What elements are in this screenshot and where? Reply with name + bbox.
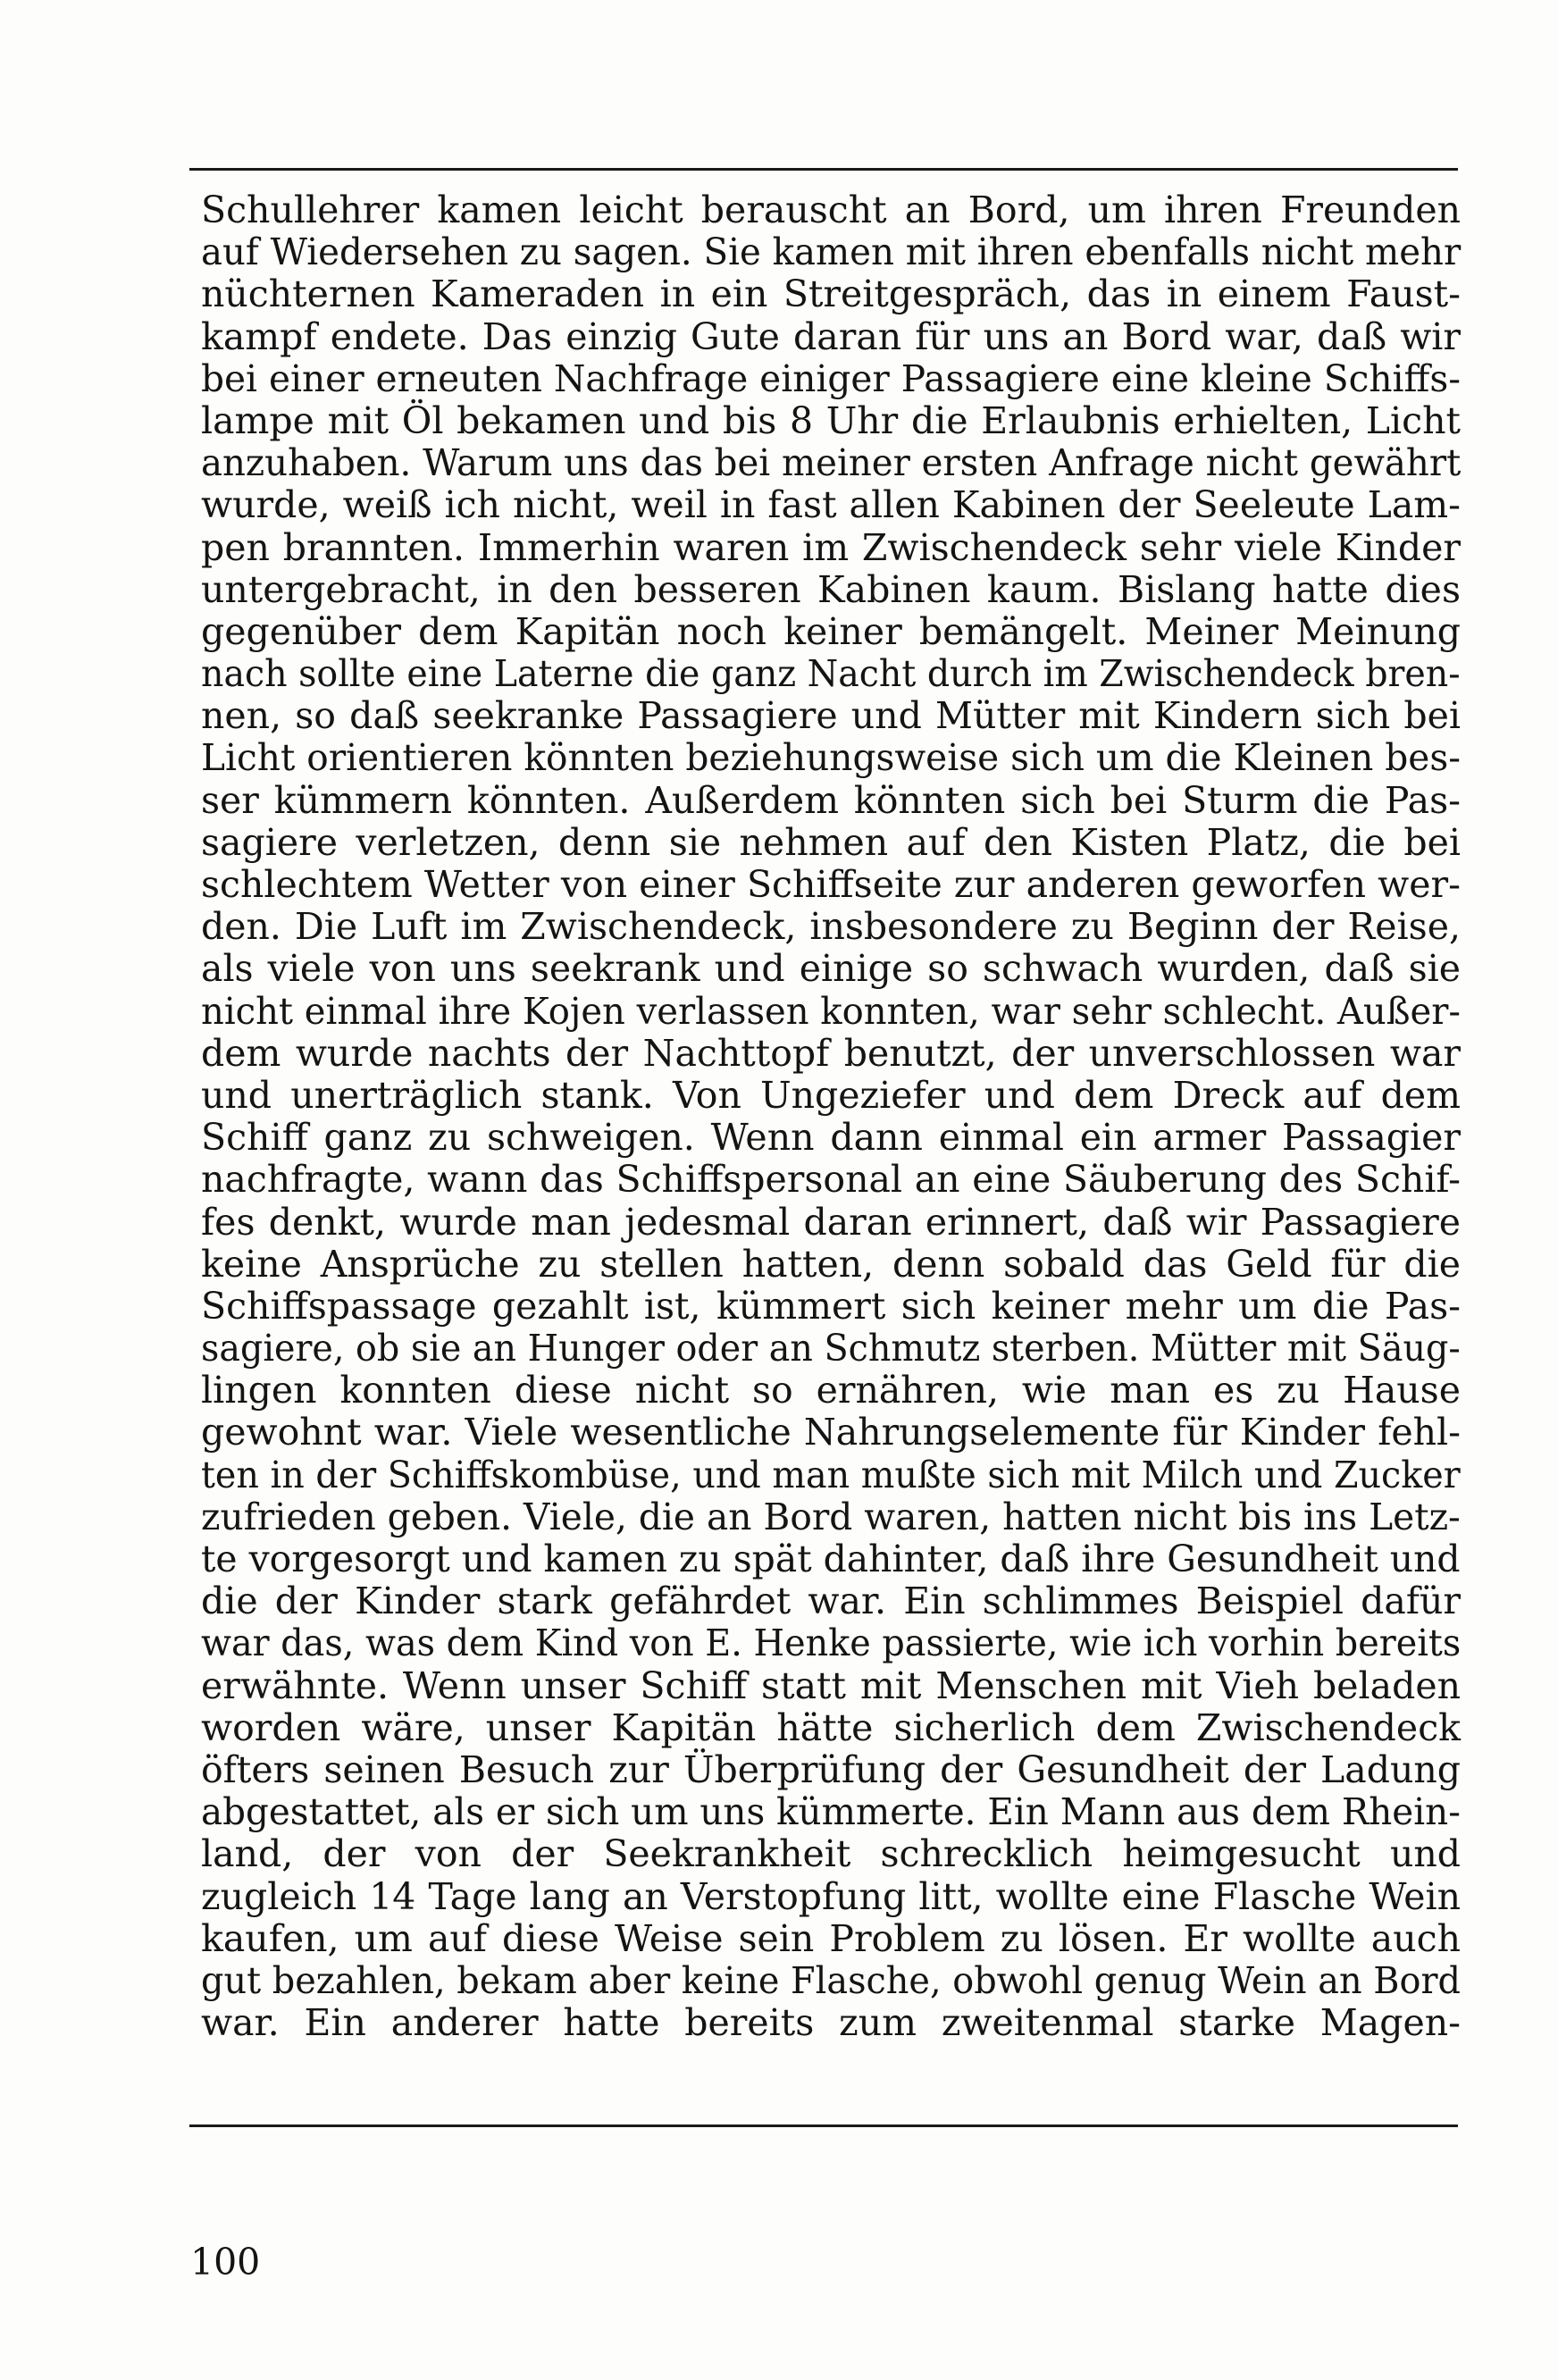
body-text [201, 189, 1461, 2044]
text-line: die der Kinder stark gefährdet war. Ein schlimmes Beispiel dafür [201, 1580, 1461, 1623]
text-line: worden wäre, unser Kapitän hätte sicherlich dem Zwischendeck [201, 1705, 1461, 1749]
text-line: bei einer erneuten Nachfrage einiger Passagiere eine kleine Schiffs- [201, 356, 1461, 400]
text-line: nachfragte, wann das Schiffspersonal an eine Säuberung des Schif- [201, 1158, 1461, 1202]
text-line: wurde, weiß ich nicht, weil in fast allen Kabinen der Seeleute Lam- [201, 483, 1461, 527]
text-line: nüchternen Kameraden in ein Streitgespräch, das in einem Faust- [201, 272, 1461, 316]
text-line: land, der von der Seekrankheit schrecklich heimgesucht und [201, 1832, 1461, 1876]
text-line: sagiere verletzen, denn sie nehmen auf den Kisten Platz, die bei [201, 820, 1461, 864]
text-line: gegenüber dem Kapitän noch keiner bemängelt. Meiner Meinung [201, 609, 1461, 653]
text-line: Schullehrer kamen leicht berauscht an Bord, um ihren Freunden [201, 189, 1461, 231]
text-line: untergebracht, in den besseren Kabinen kaum. Bislang hatte dies [201, 567, 1461, 611]
top-rule [189, 168, 1458, 171]
page-number: 100 [190, 2241, 261, 2284]
text-line: keine Ansprüche zu stellen hatten, denn sobald das Geld für die [201, 1242, 1461, 1286]
text-line: gut bezahlen, bekam aber keine Flasche, obwohl genug Wein an Bord [201, 1958, 1461, 2002]
text-line: erwähnte. Wenn unser Schiff statt mit Menschen mit Vieh beladen [201, 1663, 1461, 1707]
text-line: kaufen, um auf diese Weise sein Problem zu lösen. Er wollte auch [201, 1916, 1461, 1960]
text-line: nach sollte eine Laterne die ganz Nacht durch im Zwischendeck bren- [201, 652, 1461, 696]
text-line: als viele von uns seekrank und einige so schwach wurden, daß sie [201, 947, 1461, 991]
text-line: öfters seinen Besuch zur Überprüfung der Gesundheit der Ladung [201, 1747, 1461, 1791]
text-line: zugleich 14 Tage lang an Verstopfung litt, wollte eine Flasche Wein [201, 1874, 1461, 1918]
text-line: anzuhaben. Warum uns das bei meiner ersten Anfrage nicht gewährt [201, 441, 1462, 485]
text-line: te vorgesorgt und kamen zu spät dahinter, daß ihre Gesundheit und [201, 1538, 1461, 1580]
text-line: auf Wiedersehen zu sagen. Sie kamen mit ihren ebenfalls nicht mehr [201, 230, 1462, 274]
text-line: ser kümmern könnten. Außerdem könnten sich bei Sturm die Pas- [201, 778, 1461, 822]
text-line: war das, was dem Kind von E. Henke passierte, wie ich vorhin bereits [201, 1622, 1462, 1665]
text-line: lampe mit Öl bekamen und bis 8 Uhr die Erlaubnis erhielten, Licht [201, 398, 1461, 442]
text-line: fes denkt, wurde man jedesmal daran erinnert, daß wir Passagiere [201, 1200, 1461, 1244]
text-line: Licht orientieren könnten beziehungsweise sich um die Kleinen bes- [201, 736, 1461, 780]
text-line: den. Die Luft im Zwischendeck, insbesondere zu Beginn der Reise, [201, 905, 1461, 949]
text-line: lingen konnten diese nicht so ernähren, wie man es zu Hause [201, 1369, 1461, 1412]
text-line: dem wurde nachts der Nachttopf benutzt, der unverschlossen war [201, 1031, 1461, 1075]
text-line: pen brannten. Immerhin waren im Zwischendeck sehr viele Kinder [201, 525, 1461, 569]
text-line: nen, so daß seekranke Passagiere und Mütter mit Kindern sich bei [201, 694, 1461, 738]
text-line: abgestattet, als er sich um uns kümmerte. Ein Mann aus dem Rhein- [201, 1790, 1461, 1834]
text-line: ten in der Schiffskombüse, und man mußte sich mit Milch und Zucker [201, 1453, 1461, 1496]
text-line: Schiff ganz zu schweigen. Wenn dann einmal ein armer Passagier [201, 1116, 1461, 1160]
text-line: kampf endete. Das einzig Gute daran für uns an Bord war, daß wir [201, 314, 1461, 358]
text-line: Schiffspassage gezahlt ist, kümmert sich keiner mehr um die Pas- [201, 1284, 1461, 1328]
text-line: gewohnt war. Viele wesentliche Nahrungselemente für Kinder fehl- [201, 1411, 1461, 1454]
text-line: schlechtem Wetter von einer Schiffseite zur anderen geworfen wer- [201, 863, 1461, 906]
text-line: zufrieden geben. Viele, die an Bord waren, hatten nicht bis ins Letz- [201, 1495, 1461, 1538]
text-line: und unerträglich stank. Von Ungeziefer und dem Dreck auf dem [201, 1073, 1461, 1117]
text-line: nicht einmal ihre Kojen verlassen konnten, war sehr schlecht. Außer- [201, 989, 1461, 1033]
text-line: war. Ein anderer hatte bereits zum zweitenmal starke Magen- [201, 2001, 1461, 2045]
text-line: sagiere, ob sie an Hunger oder an Schmutz sterben. Mütter mit Säug- [201, 1327, 1461, 1370]
bottom-rule [189, 2124, 1458, 2127]
